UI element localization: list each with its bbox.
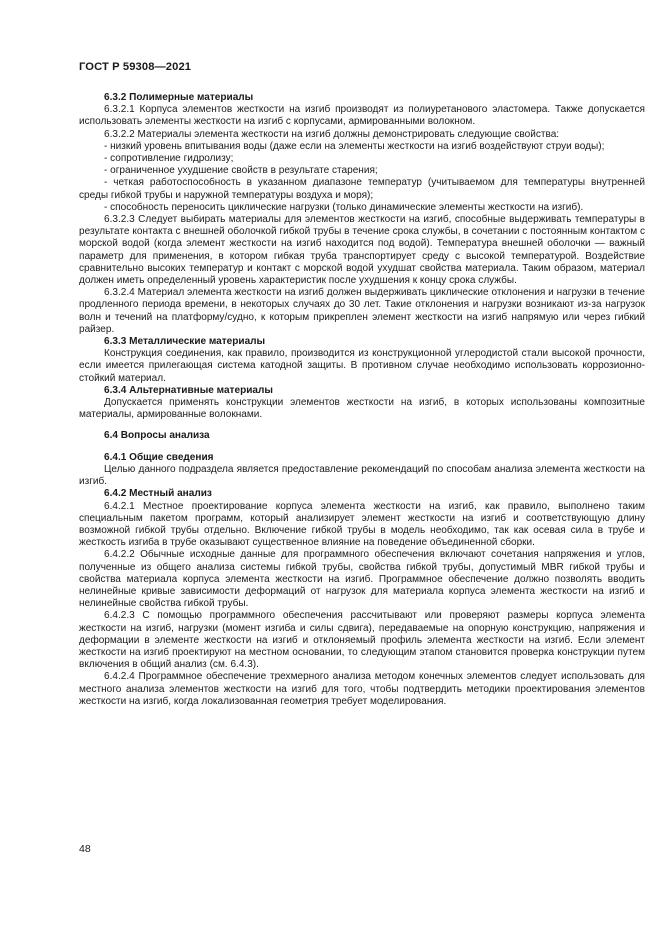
page-number: 48 bbox=[79, 843, 91, 855]
list-item: - сопротивление гидролизу; bbox=[104, 153, 234, 165]
clause-6-3-2-3: 6.3.2.3 Следует выбирать материалы для элементов жесткости на изгиб, способные выдерживать температуры в результате контакта с внешней оболочкой гибкой трубы в течение срока службы, в сочетании с постоянным контактом с морской водой (когда элемент жесткости на изгиб находится под водой). Температура внешней оболочки — важный параметр для применения, в котором гибкая труба транспортирует среду с высокой температурой. Воздействие сравнительно высоких температур и контакт с морской водой ухудшат свойства материала. Таким образом, материал должен иметь определенный уровень характеристик после ухудшения к концу срока службы. bbox=[79, 214, 645, 287]
paragraph: Целью данного подраздела является предоставление рекомендаций по способам анализа элемента жесткости на изгиб. bbox=[79, 463, 645, 488]
page-body bbox=[79, 92, 645, 708]
clause-6-4-2-1: 6.4.2.1 Местное проектирование корпуса элемента жесткости на изгиб, как правило, выполнено таким специальным пакетом программ, который анализирует элемент жесткости на изгиб и соответствующую длину возможной гибкой трубы отдельно. Включение гибкой трубы в модель необходимо, так как осевая сила в трубе и жесткость изгиба в трубе оказывают существенное влияние на поведение объединенной сборки. bbox=[79, 500, 645, 549]
clause-6-4-2-2: 6.4.2.2 Обычные исходные данные для программного обеспечения включают сочетания напряжения и углов, полученные из общего анализа системы гибкой трубы, свойства гибкой трубы, допустимый MBR гибкой трубы и свойства материала корпуса элемента жесткости на изгиб. Программное обеспечение должно позволять вводить нелинейные кривые зависимости деформаций от нагрузок для материала корпуса элемента жесткости на изгиб и нелинейные свойства гибкой трубы. bbox=[79, 549, 645, 610]
paragraph: Допускается применять конструкции элементов жесткости на изгиб, в которых использованы композитные материалы, армированные волокнами. bbox=[79, 397, 645, 421]
heading-6-4: 6.4 Вопросы анализа bbox=[104, 430, 210, 442]
document-header: ГОСТ Р 59308—2021 bbox=[79, 61, 192, 73]
list-item: - четкая работоспособность в указанном диапазоне температур (учитываемом для температуры внутренней среды гибкой трубы и наружной температуры воздуха и моря); bbox=[79, 177, 645, 201]
clause-6-3-2-2: 6.3.2.2 Материалы элемента жесткости на изгиб должны демонстрировать следующие свойства: bbox=[104, 128, 560, 140]
heading-6-3-2: 6.3.2 Полимерные материалы bbox=[104, 92, 254, 103]
clause-6-4-2-3: 6.4.2.3 С помощью программного обеспечения рассчитывают или проверяют размеры корпуса элемента жесткости на изгиб, нагрузки (момент изгиба и силы сдвига), передаваемые на опорную конструкцию, напряжения и деформации в элементе жесткости на изгиб и отклоняемый профиль элемента жесткости на изгиб. Если элемент жесткости на изгиб проектируют на местном основании, то следующим этапом становится проверка конструкции путем включения в общий анализ (см. 6.4.3). bbox=[79, 610, 645, 671]
list-item: - низкий уровень впитывания воды (даже если на элементы жесткости на изгиб воздействуют струи воды); bbox=[104, 140, 605, 152]
list-item: - ограниченное ухудшение свойств в результате старения; bbox=[104, 165, 378, 177]
list-item: - способность переносить циклические нагрузки (только динамические элементы жесткости на изгиб). bbox=[104, 201, 584, 213]
heading-6-3-4: 6.3.4 Альтернативные материалы bbox=[104, 384, 273, 396]
clause-6-4-2-4: 6.4.2.4 Программное обеспечение трехмерного анализа методом конечных элементов следует использовать для местного анализа элементов жесткости на изгиб для того, чтобы подтвердить методики проектирования элементов жесткости на изгиб, когда локализованная геометрия требует моделирования. bbox=[79, 671, 645, 707]
clause-6-3-2-4: 6.3.2.4 Материал элемента жесткости на изгиб должен выдерживать циклические отклонения и нагрузки в течение продленного периода времени, в некоторых случаях до 30 лет. Такие отклонения и нагрузки возникают из-за нагрузок волн и течений на платформу/судно, к которым прикреплен элемент жесткости на изгиб напрямую или через гибкий райзер. bbox=[79, 287, 645, 335]
paragraph: Конструкция соединения, как правило, производится из конструкционной углеродистой стали высокой прочности, если имеется прилегающая система катодной защиты. В противном случае необходимо использовать коррозионно-стойкий материал. bbox=[79, 348, 645, 384]
heading-6-4-2: 6.4.2 Местный анализ bbox=[104, 488, 212, 500]
clause-6-3-2-1: 6.3.2.1 Корпуса элементов жесткости на изгиб производят из полиуретанового эластомера. Также допускается использовать элементы жесткости на изгиб с корпусами, армированными волокном. bbox=[79, 104, 645, 128]
heading-6-4-1: 6.4.1 Общие сведения bbox=[104, 451, 214, 463]
heading-6-3-3: 6.3.3 Металлические материалы bbox=[104, 336, 266, 348]
